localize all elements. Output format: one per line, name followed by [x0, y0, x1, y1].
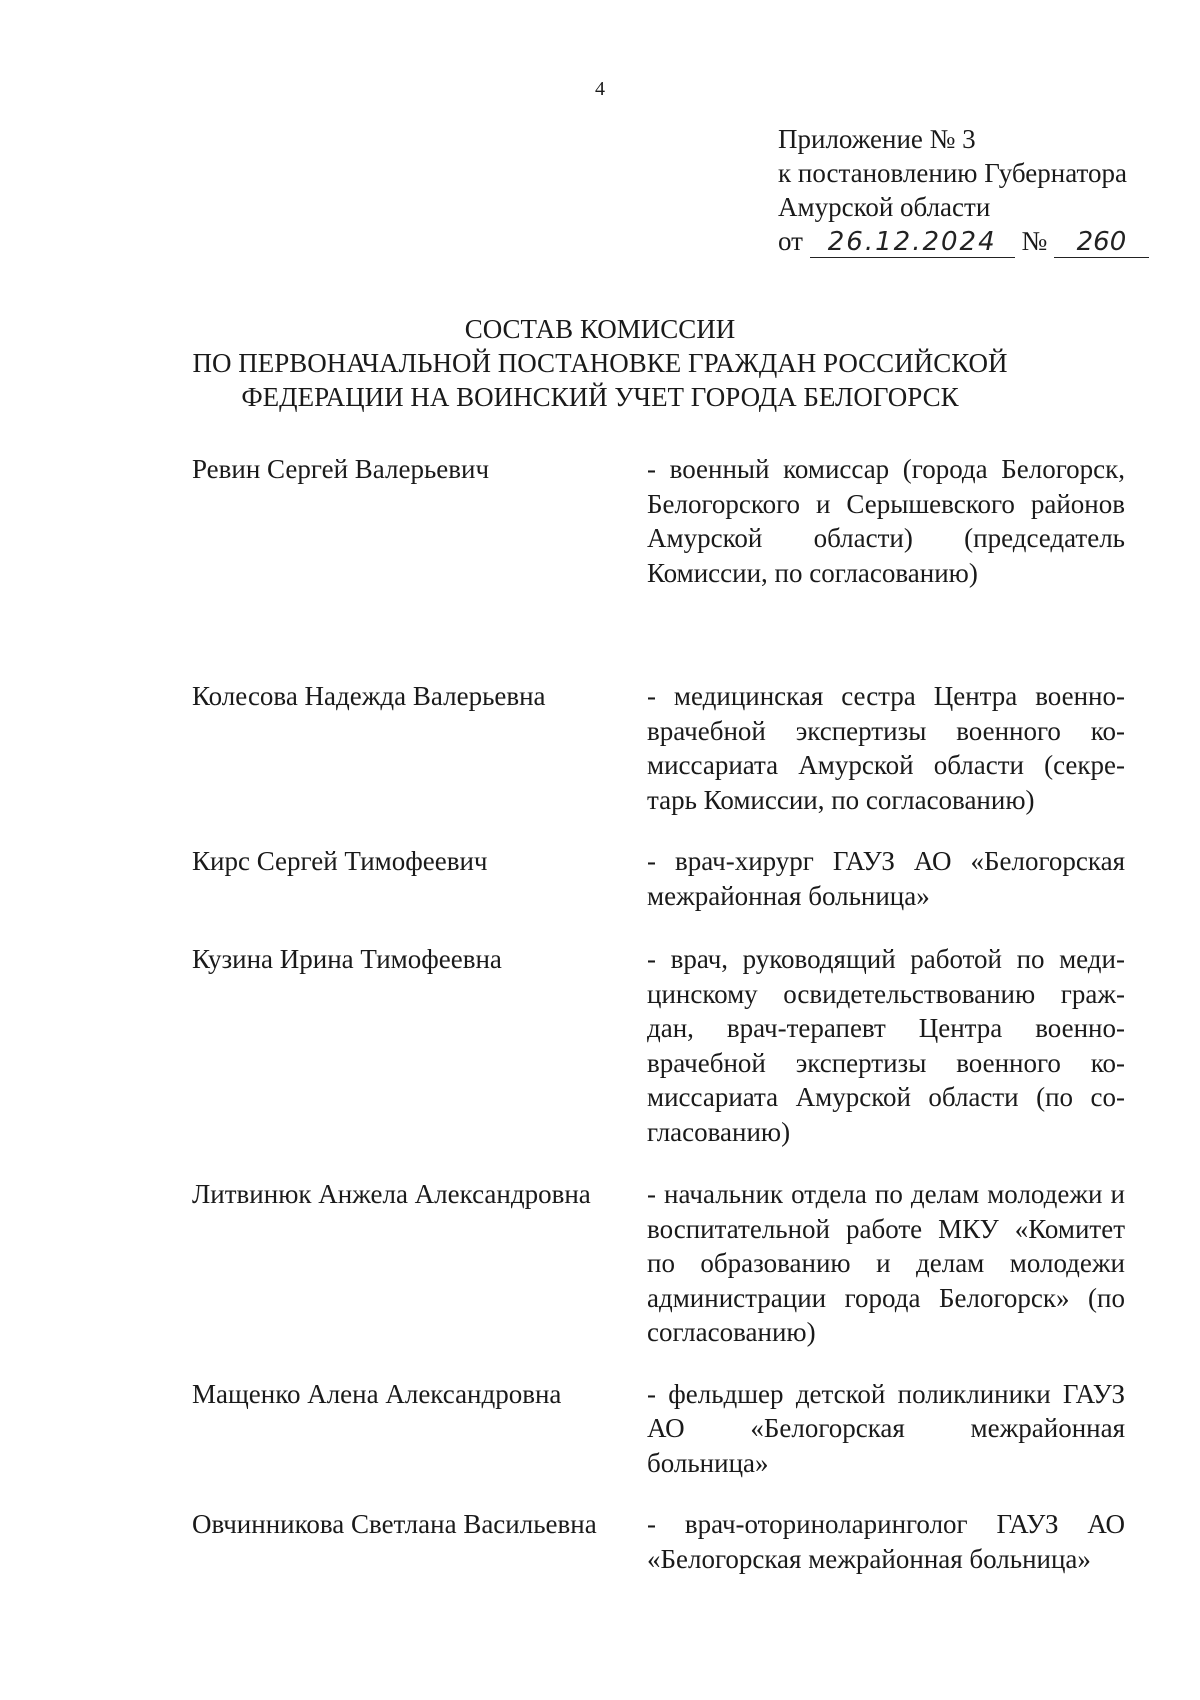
- appendix-date-line: [778, 224, 1149, 258]
- title-line-2: ПО ПЕРВОНАЧАЛЬНОЙ ПОСТАНОВКЕ ГРАЖДАН РОССИЙСКОЙ: [192, 348, 1008, 378]
- member-name: Кузина Ирина Тимофеевна: [192, 944, 502, 974]
- member-role: - врач-оториноларинголог ГАУЗ АО «Белогорская межрайонная больница»: [647, 1509, 1125, 1574]
- handwritten-date: 26.12.2024: [810, 227, 1015, 258]
- member-row: [192, 452, 1127, 590]
- member-name: Овчинникова Светлана Васильевна: [192, 1509, 597, 1539]
- member-row: [192, 1177, 1127, 1350]
- member-name: Литвинюк Анжела Александровна: [192, 1179, 591, 1209]
- title-line-3: ФЕДЕРАЦИИ НА ВОИНСКИЙ УЧЕТ ГОРОДА БЕЛОГОРСК: [241, 382, 959, 412]
- member-role: - начальник отдела по делам молодежи и воспитательной работе МКУ «Комитет по образованию и делам молодежи администрации города Белогорск» (по согласованию): [647, 1179, 1125, 1347]
- member-row: [192, 1377, 1127, 1481]
- page-number: 4: [595, 78, 605, 100]
- member-row: [192, 844, 1127, 913]
- member-name: Кирс Сергей Тимофеевич: [192, 846, 488, 876]
- number-prefix: №: [1021, 226, 1048, 256]
- member-role: - врач, руководящий работой по медицинскому освидетельствованию граждан, врач-терапевт Центра военно-врачебной экспертизы военного комиссариата Амурской области (по согласованию): [647, 944, 1125, 1147]
- appendix-line-1: Приложение № 3: [778, 124, 976, 154]
- member-role: - военный комиссар (города Белогорск, Белогорского и Серышевского районов Амурской области) (председатель Комиссии, по согласованию): [647, 454, 1125, 588]
- member-row: [192, 942, 1127, 1149]
- member-name: Колесова Надежда Валерьевна: [192, 681, 546, 711]
- member-row: [192, 679, 1127, 817]
- appendix-line-2: к постановлению Губернатора: [778, 158, 1127, 188]
- members-list: [192, 452, 1127, 1576]
- member-name: Мащенко Алена Александровна: [192, 1378, 562, 1409]
- member-name: Ревин Сергей Валерьевич: [192, 454, 490, 484]
- handwritten-number: 260: [1054, 227, 1149, 258]
- title-line-1: СОСТАВ КОМИССИИ: [464, 314, 736, 344]
- appendix-line-3: Амурской области: [778, 192, 991, 222]
- member-role: - фельдшер детской поликлиники ГАУЗ АО «Белогорская межрайонная больница»: [647, 1378, 1125, 1478]
- date-prefix: от: [778, 226, 803, 256]
- member-role: - медицинская сестра Центра военно-врачебной экспертизы военного комиссариата Амурской области (секретарь Комиссии, по согласованию): [647, 681, 1125, 815]
- appendix-header: [778, 122, 1149, 258]
- member-role: - врач-хирург ГАУЗ АО «Белогорская межрайонная больница»: [647, 846, 1125, 911]
- member-row: [192, 1507, 1127, 1576]
- document-title: [0, 312, 1200, 414]
